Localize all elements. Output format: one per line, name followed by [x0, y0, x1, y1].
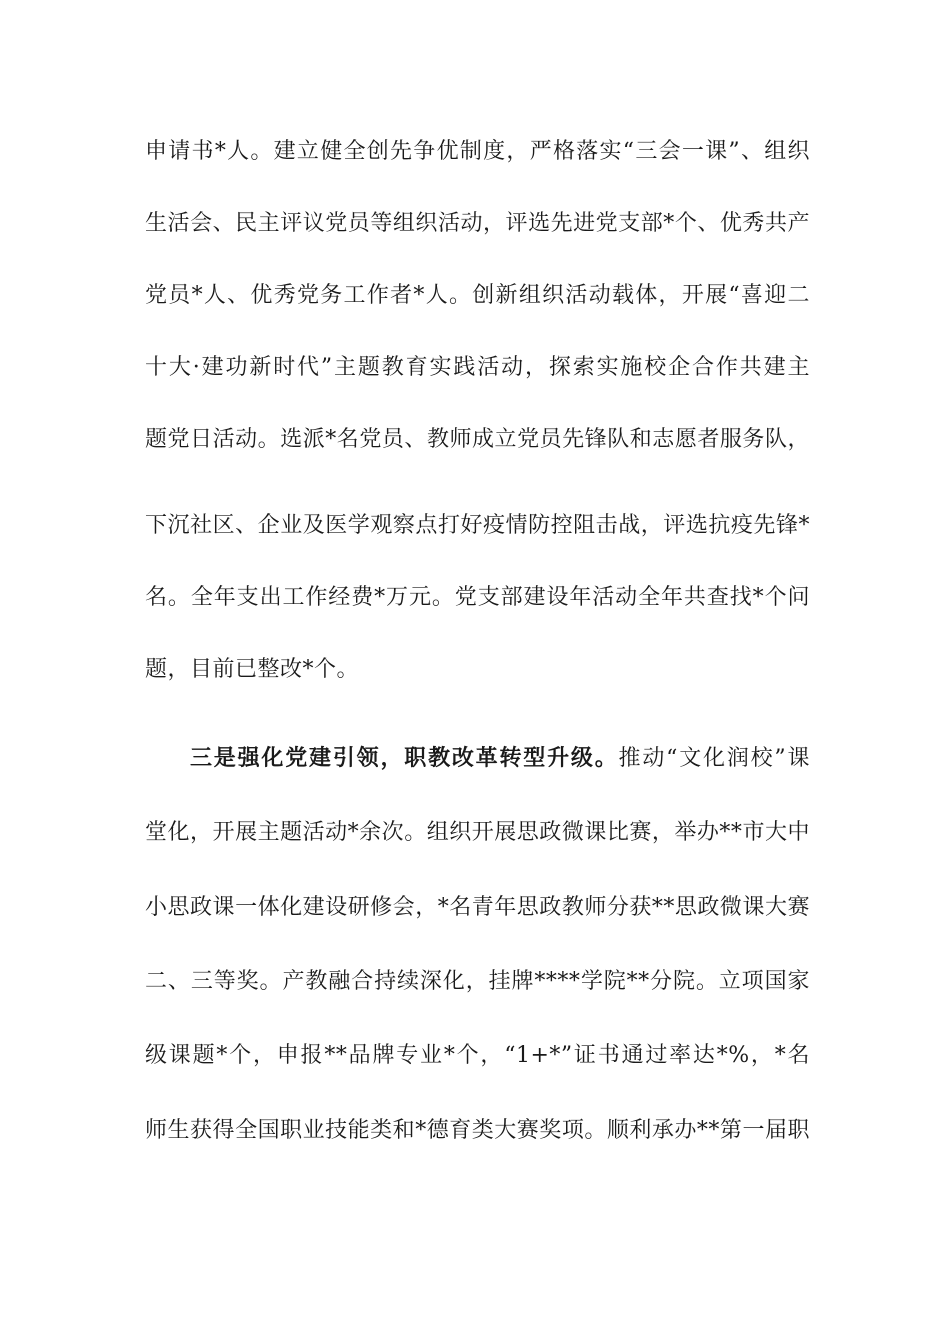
paragraph-line: 党员*人、优秀党务工作者*人。创新组织活动载体，开展“喜迎二 — [145, 283, 810, 308]
paragraph-line: 名。全年支出工作经费*万元。党支部建设年活动全年共查找*个问 — [145, 585, 810, 610]
paragraph-text: 推动“文化润校”课 — [618, 746, 810, 771]
paragraph-line: 下沉社区、企业及医学观察点打好疫情防控阻击战，评选抗疫先锋* — [145, 513, 810, 538]
paragraph-line: 小思政课一体化建设研修会，*名青年思政教师分获**思政微课大赛 — [145, 895, 810, 920]
paragraph-heading: 三是强化党建引领，职教改革转型升级。 — [190, 745, 619, 771]
paragraph-line: 师生获得全国职业技能类和*德育类大赛奖项。顺利承办**第一届职 — [145, 1118, 810, 1143]
paragraph-line: 题，目前已整改*个。 — [145, 657, 360, 682]
paragraph-line: 堂化，开展主题活动*余次。组织开展思政微课比赛，举办**市大中 — [145, 820, 810, 845]
paragraph-first-line — [190, 740, 810, 776]
paragraph-line: 级课题*个，申报**品牌专业*个，“1+*”证书通过率达*%，*名 — [145, 1043, 810, 1068]
paragraph-line: 题党日活动。选派*名党员、教师成立党员先锋队和志愿者服务队， — [145, 427, 810, 452]
paragraph-line: 生活会、民主评议党员等组织活动，评选先进党支部*个、优秀共产 — [145, 211, 810, 236]
paragraph-line: 二、三等奖。产教融合持续深化，挂牌****学院**分院。立项国家 — [145, 969, 810, 994]
paragraph-line: 十大·建功新时代”主题教育实践活动，探索实施校企合作共建主 — [145, 355, 810, 380]
paragraph-line: 申请书*人。建立健全创先争优制度，严格落实“三会一课”、组织 — [145, 139, 810, 164]
